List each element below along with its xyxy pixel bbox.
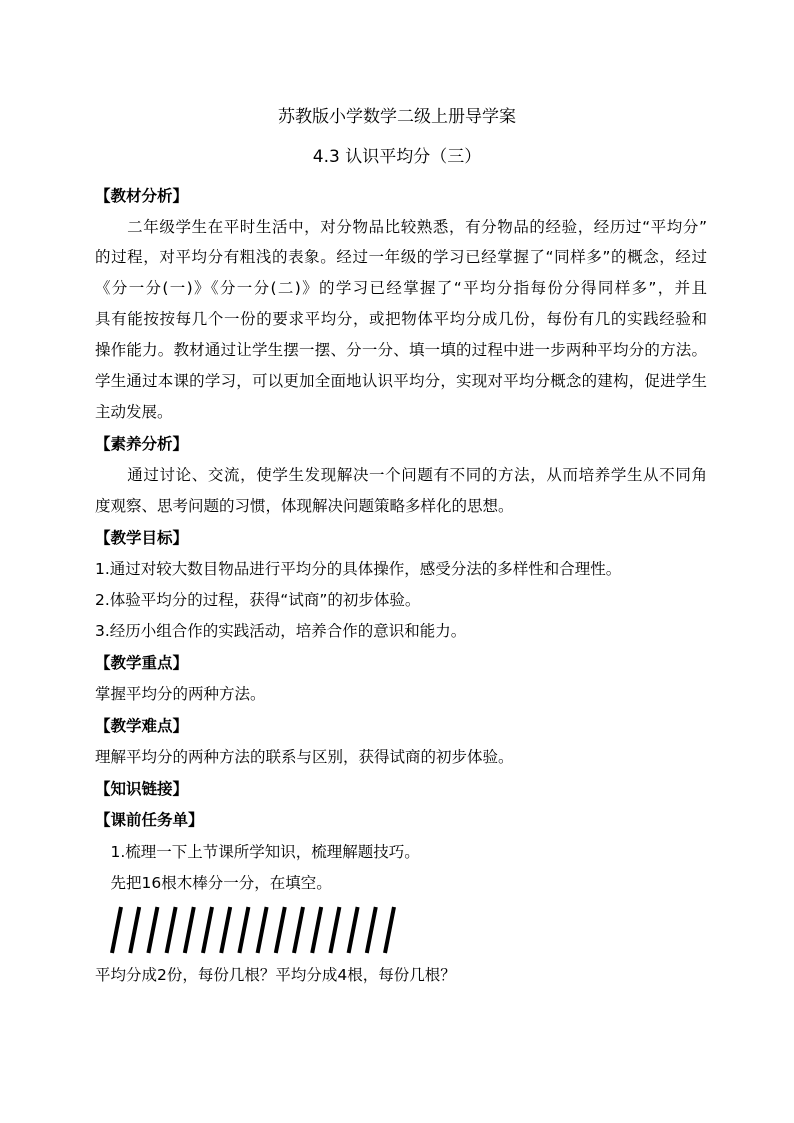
- wooden-stick: [258, 907, 267, 953]
- paragraph-line: 主动发展。: [95, 403, 173, 421]
- wooden-stick: [367, 907, 376, 953]
- wooden-stick: [276, 907, 285, 953]
- paragraph-line: 操作能力。教材通过让学生摆一摆、分一分、填一填的过程中进一步两种平均分的方法。: [95, 341, 707, 359]
- task-question: 平均分成2份，每份几根？平均分成4根，每份几根？: [95, 966, 456, 984]
- paragraph-line: 《分一分(一)》《分一分(二)》的学习已经掌握了“平均分指每份分得同样多”，并且: [95, 279, 707, 297]
- wooden-stick: [112, 907, 121, 953]
- paragraph-line: 二年级学生在平时生活中，对分物品比较熟悉，有分物品的经验，经历过“平均分”: [95, 218, 707, 236]
- paragraph-line: 通过讨论、交流，使学生发现解决一个问题有不同的方法，从而培养学生从不同角: [95, 466, 707, 484]
- document-title: 苏教版小学数学二级上册导学案: [278, 107, 516, 127]
- wooden-stick: [349, 907, 358, 953]
- wooden-stick: [294, 907, 303, 953]
- wooden-stick: [221, 907, 230, 953]
- paragraph-line: 度观察、思考问题的习惯，体现解决问题策略多样化的思想。: [95, 497, 514, 515]
- objective-item: 3.经历小组合作的实践活动，培养合作的意识和能力。: [95, 622, 467, 640]
- section-heading-objectives: 【教学目标】: [95, 529, 189, 547]
- paragraph-line: 的过程，对平均分有粗浅的表象。经过一年级的学习已经掌握了“同样多”的概念，经过: [95, 248, 707, 266]
- wooden-stick: [203, 907, 212, 953]
- wooden-stick: [312, 907, 321, 953]
- wooden-stick: [148, 907, 157, 953]
- wooden-stick: [130, 907, 139, 953]
- section-heading-difficulties: 【教学难点】: [95, 717, 189, 735]
- task-instruction: 先把16根木棒分一分，在填空。: [95, 874, 332, 892]
- task-item: 1.梳理一下上节课所学知识，梳理解题技巧。: [95, 843, 420, 861]
- section-heading-literacy-analysis: 【素养分析】: [95, 435, 189, 453]
- section-heading-material-analysis: 【教材分析】: [95, 187, 189, 205]
- wooden-stick: [385, 907, 394, 953]
- sticks-figure: [108, 905, 404, 957]
- section-heading-key-points: 【教学重点】: [95, 654, 189, 672]
- lesson-title: 4.3 认识平均分（三）: [312, 147, 482, 167]
- difficulties-text: 理解平均分的两种方法的联系与区别，获得试商的初步体验。: [95, 748, 514, 766]
- paragraph-line: 学生通过本课的学习，可以更加全面地认识平均分，实现对平均分概念的建构，促进学生: [95, 372, 707, 390]
- wooden-stick: [167, 907, 176, 953]
- wooden-stick: [185, 907, 194, 953]
- objective-item: 1.通过对较大数目物品进行平均分的具体操作，感受分法的多样性和合理性。: [95, 560, 622, 578]
- key-points-text: 掌握平均分的两种方法。: [95, 685, 266, 703]
- wooden-stick: [330, 907, 339, 953]
- objective-item: 2.体验平均分的过程，获得“试商”的初步体验。: [95, 591, 421, 609]
- section-heading-knowledge-link: 【知识链接】: [95, 780, 189, 798]
- paragraph-line: 具有能按按每几个一份的要求平均分，或把物体平均分成几份，每份有几的实践经验和: [95, 310, 707, 328]
- section-heading-pre-class-tasks: 【课前任务单】: [95, 811, 204, 829]
- wooden-stick: [239, 907, 248, 953]
